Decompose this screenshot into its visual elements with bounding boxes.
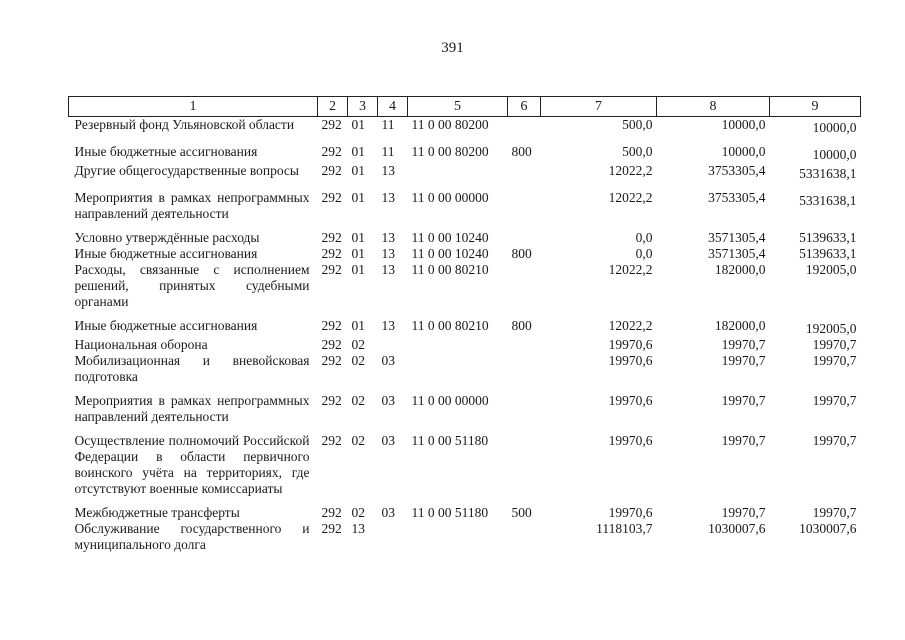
row-section-code: 01 (351, 246, 365, 261)
row-expense-type: 800 (511, 318, 532, 333)
column-header-7: 7 (541, 97, 657, 117)
row-section-code: 02 (351, 433, 365, 448)
row-amount-col9: 1030007,6 (799, 521, 857, 536)
row-target-code: 11 0 00 80200 (411, 117, 489, 132)
row-expense-type (508, 190, 541, 230)
column-header-1: 1 (69, 97, 318, 117)
row-amount-col8: 3753305,4 (708, 190, 766, 205)
row-name: Иные бюджетные ассигнования (74, 246, 258, 261)
row-amount-col7: 12022,2 (608, 190, 653, 205)
row-amount-col7: 19970,6 (608, 353, 653, 368)
row-ministry-code: 292 (321, 163, 342, 178)
row-amount-col7: 500,0 (622, 117, 653, 132)
table-row (69, 262, 861, 318)
row-name: Обслуживание государственного и муниципального долга (74, 521, 310, 552)
row-target-code (408, 521, 508, 553)
column-header-8: 8 (657, 97, 770, 117)
row-amount-col8: 19970,7 (721, 505, 766, 520)
table-row (69, 190, 861, 230)
row-amount-col7: 0,0 (635, 246, 653, 261)
row-target-code (408, 163, 508, 190)
row-subsection-code: 13 (381, 246, 395, 261)
row-section-code: 02 (351, 505, 365, 520)
row-subsection-code: 13 (381, 318, 395, 333)
row-amount-col7: 19970,6 (608, 433, 653, 448)
row-amount-col9: 5139633,1 (799, 230, 857, 245)
table-row (69, 144, 861, 163)
row-amount-col7: 0,0 (635, 230, 653, 245)
row-section-code: 01 (351, 190, 365, 205)
row-ministry-code: 292 (321, 393, 342, 408)
row-amount-col8: 182000,0 (714, 318, 766, 333)
row-expense-type (508, 163, 541, 190)
row-ministry-code: 292 (321, 353, 342, 368)
row-amount-col9: 10000,0 (812, 147, 857, 162)
row-section-code: 01 (351, 144, 365, 159)
row-subsection-code: 11 (381, 117, 395, 132)
row-amount-col8: 3571305,4 (708, 230, 766, 245)
column-header-4: 4 (378, 97, 408, 117)
row-ministry-code: 292 (321, 505, 342, 520)
row-target-code: 11 0 00 80210 (411, 262, 489, 277)
row-amount-col8: 3571305,4 (708, 246, 766, 261)
row-subsection-code: 03 (381, 353, 395, 368)
row-target-code (408, 353, 508, 393)
row-name: Мероприятия в рамках непрограммных направлений деятельности (74, 393, 310, 424)
row-amount-col8: 3753305,4 (708, 163, 766, 178)
row-amount-col7: 19970,6 (608, 337, 653, 352)
row-amount-col9: 19970,7 (812, 353, 857, 368)
row-section-code: 02 (351, 337, 365, 352)
row-section-code: 01 (351, 230, 365, 245)
table-row (69, 318, 861, 337)
row-ministry-code: 292 (321, 144, 342, 159)
table-row (69, 337, 861, 353)
row-ministry-code: 292 (321, 117, 342, 132)
table-row (69, 353, 861, 393)
column-header-3: 3 (348, 97, 378, 117)
row-amount-col9: 10000,0 (812, 120, 857, 135)
row-subsection-code (378, 337, 408, 353)
row-name: Иные бюджетные ассигнования (74, 144, 258, 159)
row-amount-col9: 192005,0 (805, 262, 857, 277)
column-header-2: 2 (318, 97, 348, 117)
row-name: Иные бюджетные ассигнования (74, 318, 258, 333)
row-expense-type (508, 117, 541, 145)
row-expense-type (508, 393, 541, 433)
row-name: Мероприятия в рамках непрограммных направлений деятельности (74, 190, 310, 221)
row-amount-col8: 19970,7 (721, 393, 766, 408)
table-row (69, 521, 861, 553)
row-amount-col8: 10000,0 (721, 144, 766, 159)
row-expense-type: 800 (511, 246, 532, 261)
row-section-code: 01 (351, 117, 365, 132)
row-target-code: 11 0 00 10240 (411, 246, 489, 261)
row-amount-col9: 5331638,1 (799, 166, 857, 181)
row-subsection-code: 03 (381, 433, 395, 448)
row-subsection-code (378, 521, 408, 553)
row-target-code: 11 0 00 51180 (411, 505, 489, 520)
row-section-code: 01 (351, 262, 365, 277)
row-amount-col9: 19970,7 (812, 433, 857, 448)
row-expense-type: 500 (511, 505, 532, 520)
row-expense-type (508, 353, 541, 393)
row-ministry-code: 292 (321, 433, 342, 448)
row-amount-col8: 10000,0 (721, 117, 766, 132)
row-subsection-code: 03 (381, 393, 395, 408)
row-target-code (408, 337, 508, 353)
row-ministry-code: 292 (321, 190, 342, 205)
table-row (69, 246, 861, 262)
row-expense-type (508, 262, 541, 318)
row-amount-col8: 19970,7 (721, 337, 766, 352)
row-amount-col7: 12022,2 (608, 262, 653, 277)
row-ministry-code: 292 (321, 262, 342, 277)
row-target-code: 11 0 00 10240 (411, 230, 489, 245)
row-amount-col9: 192005,0 (805, 321, 857, 336)
row-name: Осуществление полномочий Российской Федерации в области первичного воинского учёта на территориях, где отсутствуют военные комиссариаты (74, 433, 310, 496)
row-expense-type (508, 337, 541, 353)
row-amount-col8: 1030007,6 (708, 521, 766, 536)
row-subsection-code: 13 (381, 163, 395, 178)
row-section-code: 13 (351, 521, 365, 536)
row-ministry-code: 292 (321, 246, 342, 261)
row-name: Резервный фонд Ульяновской области (74, 117, 295, 132)
table-row (69, 505, 861, 521)
row-name: Другие общегосударственные вопросы (74, 163, 299, 178)
row-expense-type (508, 230, 541, 246)
row-subsection-code: 13 (381, 190, 395, 205)
table-row (69, 433, 861, 505)
row-target-code: 11 0 00 00000 (411, 190, 489, 205)
row-amount-col7: 12022,2 (608, 318, 653, 333)
row-ministry-code: 292 (321, 230, 342, 245)
row-amount-col7: 1118103,7 (596, 521, 653, 536)
row-amount-col7: 19970,6 (608, 393, 653, 408)
row-amount-col9: 5139633,1 (799, 246, 857, 261)
row-subsection-code: 11 (381, 144, 395, 159)
row-amount-col7: 500,0 (622, 144, 653, 159)
row-amount-col9: 5331638,1 (799, 193, 857, 208)
row-ministry-code: 292 (321, 337, 342, 352)
row-name: Мобилизационная и вневойсковая подготовка (74, 353, 310, 384)
row-ministry-code: 292 (321, 318, 342, 333)
row-expense-type (508, 433, 541, 505)
page-number: 391 (441, 40, 464, 56)
row-target-code: 11 0 00 51180 (411, 433, 489, 448)
table-header-row (69, 97, 861, 117)
row-section-code: 01 (351, 318, 365, 333)
row-amount-col7: 19970,6 (608, 505, 653, 520)
row-target-code: 11 0 00 00000 (411, 393, 489, 408)
row-target-code: 11 0 00 80210 (411, 318, 489, 333)
row-subsection-code: 13 (381, 230, 395, 245)
row-amount-col8: 19970,7 (721, 353, 766, 368)
table-row (69, 163, 861, 190)
row-section-code: 02 (351, 393, 365, 408)
row-section-code: 02 (351, 353, 365, 368)
row-ministry-code: 292 (321, 521, 342, 536)
budget-table (68, 96, 861, 553)
row-expense-type: 800 (511, 144, 532, 159)
row-amount-col9: 19970,7 (812, 393, 857, 408)
table-row (69, 230, 861, 246)
table-row (69, 393, 861, 433)
row-expense-type (508, 521, 541, 553)
table-row (69, 117, 861, 145)
row-amount-col8: 182000,0 (714, 262, 766, 277)
row-name: Условно утверждённые расходы (74, 230, 260, 245)
row-name: Национальная оборона (74, 337, 208, 352)
column-header-6: 6 (508, 97, 541, 117)
row-subsection-code: 03 (381, 505, 395, 520)
row-amount-col9: 19970,7 (812, 505, 857, 520)
row-amount-col7: 12022,2 (608, 163, 653, 178)
row-name: Расходы, связанные с исполнением решений, принятых судебными органами (74, 262, 310, 309)
row-target-code: 11 0 00 80200 (411, 144, 489, 159)
row-amount-col8: 19970,7 (721, 433, 766, 448)
column-header-9: 9 (770, 97, 861, 117)
row-subsection-code: 13 (381, 262, 395, 277)
row-amount-col9: 19970,7 (812, 337, 857, 352)
column-header-5: 5 (408, 97, 508, 117)
row-section-code: 01 (351, 163, 365, 178)
row-name: Межбюджетные трансферты (74, 505, 240, 520)
